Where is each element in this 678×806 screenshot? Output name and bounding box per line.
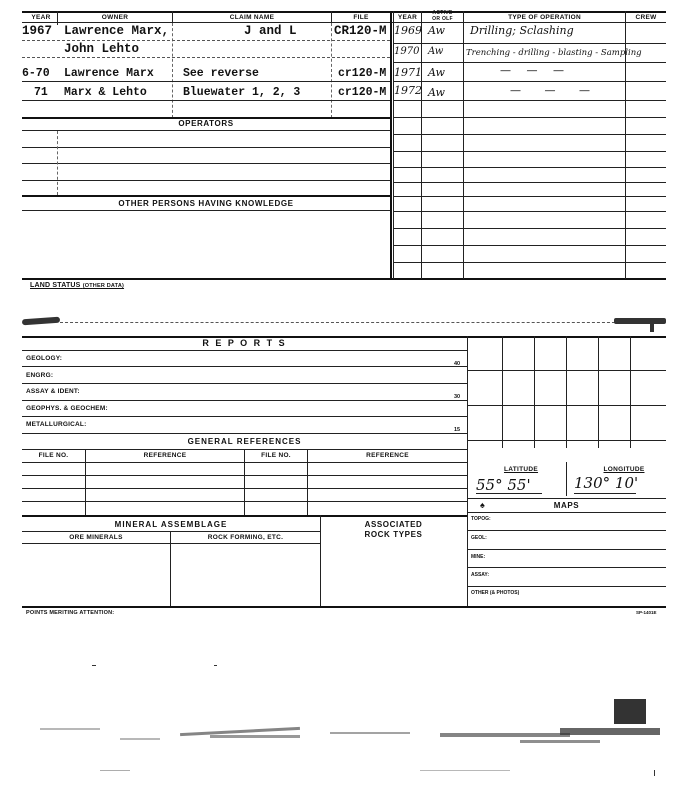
maps-assay: ASSAY: bbox=[471, 572, 490, 578]
header-type-of-operation: TYPE OF OPERATION bbox=[508, 14, 581, 21]
owner-name: Lawrence Marx, bbox=[64, 24, 170, 38]
operation-year: 1970 bbox=[394, 46, 420, 57]
header-active bbox=[422, 10, 463, 22]
associated-rock-types-label bbox=[320, 520, 467, 540]
associated-line2: ROCK TYPES bbox=[364, 530, 423, 539]
maps-other: OTHER (& PHOTOS) bbox=[471, 590, 520, 596]
reports-geophys: GEOPHYS. & GEOCHEM: bbox=[26, 405, 108, 412]
map-marker-icon: ♠ bbox=[480, 500, 485, 510]
operation-year: 1971 bbox=[394, 66, 422, 79]
operators-heading: OPERATORS bbox=[178, 119, 234, 128]
operation-active: Aw bbox=[428, 66, 445, 79]
land-status-label bbox=[30, 282, 124, 289]
file-number: cr120-M bbox=[338, 67, 387, 80]
maps-topog: TOPOG: bbox=[471, 516, 491, 522]
longitude-label: LONGITUDE bbox=[603, 466, 645, 473]
owner-year: 1967 bbox=[22, 24, 53, 38]
maps-geol: GEOL: bbox=[471, 535, 487, 541]
land-status-sub: (OTHER DATA) bbox=[82, 283, 125, 289]
header-year: YEAR bbox=[31, 14, 51, 21]
owner-year: 6-70 bbox=[22, 67, 50, 80]
header-claim-name: CLAIM NAME bbox=[229, 14, 275, 21]
owner-name: John Lehto bbox=[64, 42, 140, 56]
owner-year: 71 bbox=[34, 86, 48, 99]
land-status-title: LAND STATUS bbox=[30, 282, 81, 289]
maps-heading: MAPS bbox=[553, 501, 580, 510]
claim-name: See reverse bbox=[183, 67, 259, 80]
associated-line1: ASSOCIATED bbox=[364, 520, 423, 529]
header-active-line1: ACTIVE bbox=[432, 10, 453, 16]
claim-name: Bluewater 1, 2, 3 bbox=[183, 86, 301, 99]
file-number: CR120-M bbox=[334, 24, 387, 38]
latitude-label: LATITUDE bbox=[503, 466, 539, 473]
owner-name: Lawrence Marx bbox=[64, 67, 154, 80]
ore-minerals-label: ORE MINERALS bbox=[69, 534, 123, 541]
scan-band-left bbox=[22, 317, 60, 326]
longitude-value: 130° 10' bbox=[574, 474, 639, 492]
header-owner: OWNER bbox=[101, 14, 129, 21]
reports-geology: GEOLOGY: bbox=[26, 355, 63, 362]
operation-type: Drilling; Sclashing bbox=[470, 24, 574, 37]
operation-active: Aw bbox=[428, 24, 445, 37]
operation-type: — — — bbox=[500, 64, 570, 77]
owner-name: Marx & Lehto bbox=[64, 86, 147, 99]
other-persons-heading: OTHER PERSONS HAVING KNOWLEDGE bbox=[118, 199, 294, 208]
latitude-value: 55° 55' bbox=[476, 476, 531, 494]
reports-engrg: ENGRG: bbox=[26, 372, 54, 379]
reports-geology-num: 40 bbox=[454, 361, 461, 367]
operation-year: 1969 bbox=[394, 24, 422, 37]
operation-year: 1972 bbox=[394, 84, 422, 97]
operation-type: Trenching - drilling - blasting - Sampling bbox=[466, 48, 642, 58]
reports-metallurgical-num: 15 bbox=[454, 427, 461, 433]
mineral-assemblage-heading: MINERAL ASSEMBLAGE bbox=[114, 520, 228, 529]
ref-col-reference: REFERENCE bbox=[143, 452, 187, 459]
claim-name: J and L bbox=[244, 24, 297, 38]
ref-col-file-no: FILE NO. bbox=[38, 452, 69, 459]
scan-band-right bbox=[614, 318, 666, 324]
header-file: FILE bbox=[353, 14, 369, 21]
operation-active: Aw bbox=[428, 46, 444, 57]
reports-assay-num: 30 bbox=[454, 394, 461, 400]
operation-active: Aw bbox=[428, 86, 445, 99]
file-number: cr120-M bbox=[338, 86, 387, 99]
operation-type: — — — bbox=[510, 84, 600, 97]
ref-col-file-no-2: FILE NO. bbox=[261, 452, 291, 459]
general-references-heading: GENERAL REFERENCES bbox=[187, 437, 302, 446]
reports-metallurgical: METALLURGICAL: bbox=[26, 421, 87, 428]
header-crew: CREW bbox=[635, 14, 657, 21]
reports-assay: ASSAY & IDENT: bbox=[26, 388, 80, 395]
ref-col-reference-2: REFERENCE bbox=[366, 452, 409, 459]
reports-heading: R E P O R T S bbox=[202, 338, 287, 348]
header-active-line2: OR OLF bbox=[432, 16, 453, 22]
header-year-2: YEAR bbox=[397, 14, 418, 21]
points-meriting-attention: POINTS MERITING ATTENTION: bbox=[26, 610, 115, 616]
form-code: SP-1401E bbox=[636, 610, 657, 615]
rock-forming-label: ROCK FORMING, ETC. bbox=[207, 534, 284, 541]
maps-mine: MINE: bbox=[471, 554, 486, 560]
